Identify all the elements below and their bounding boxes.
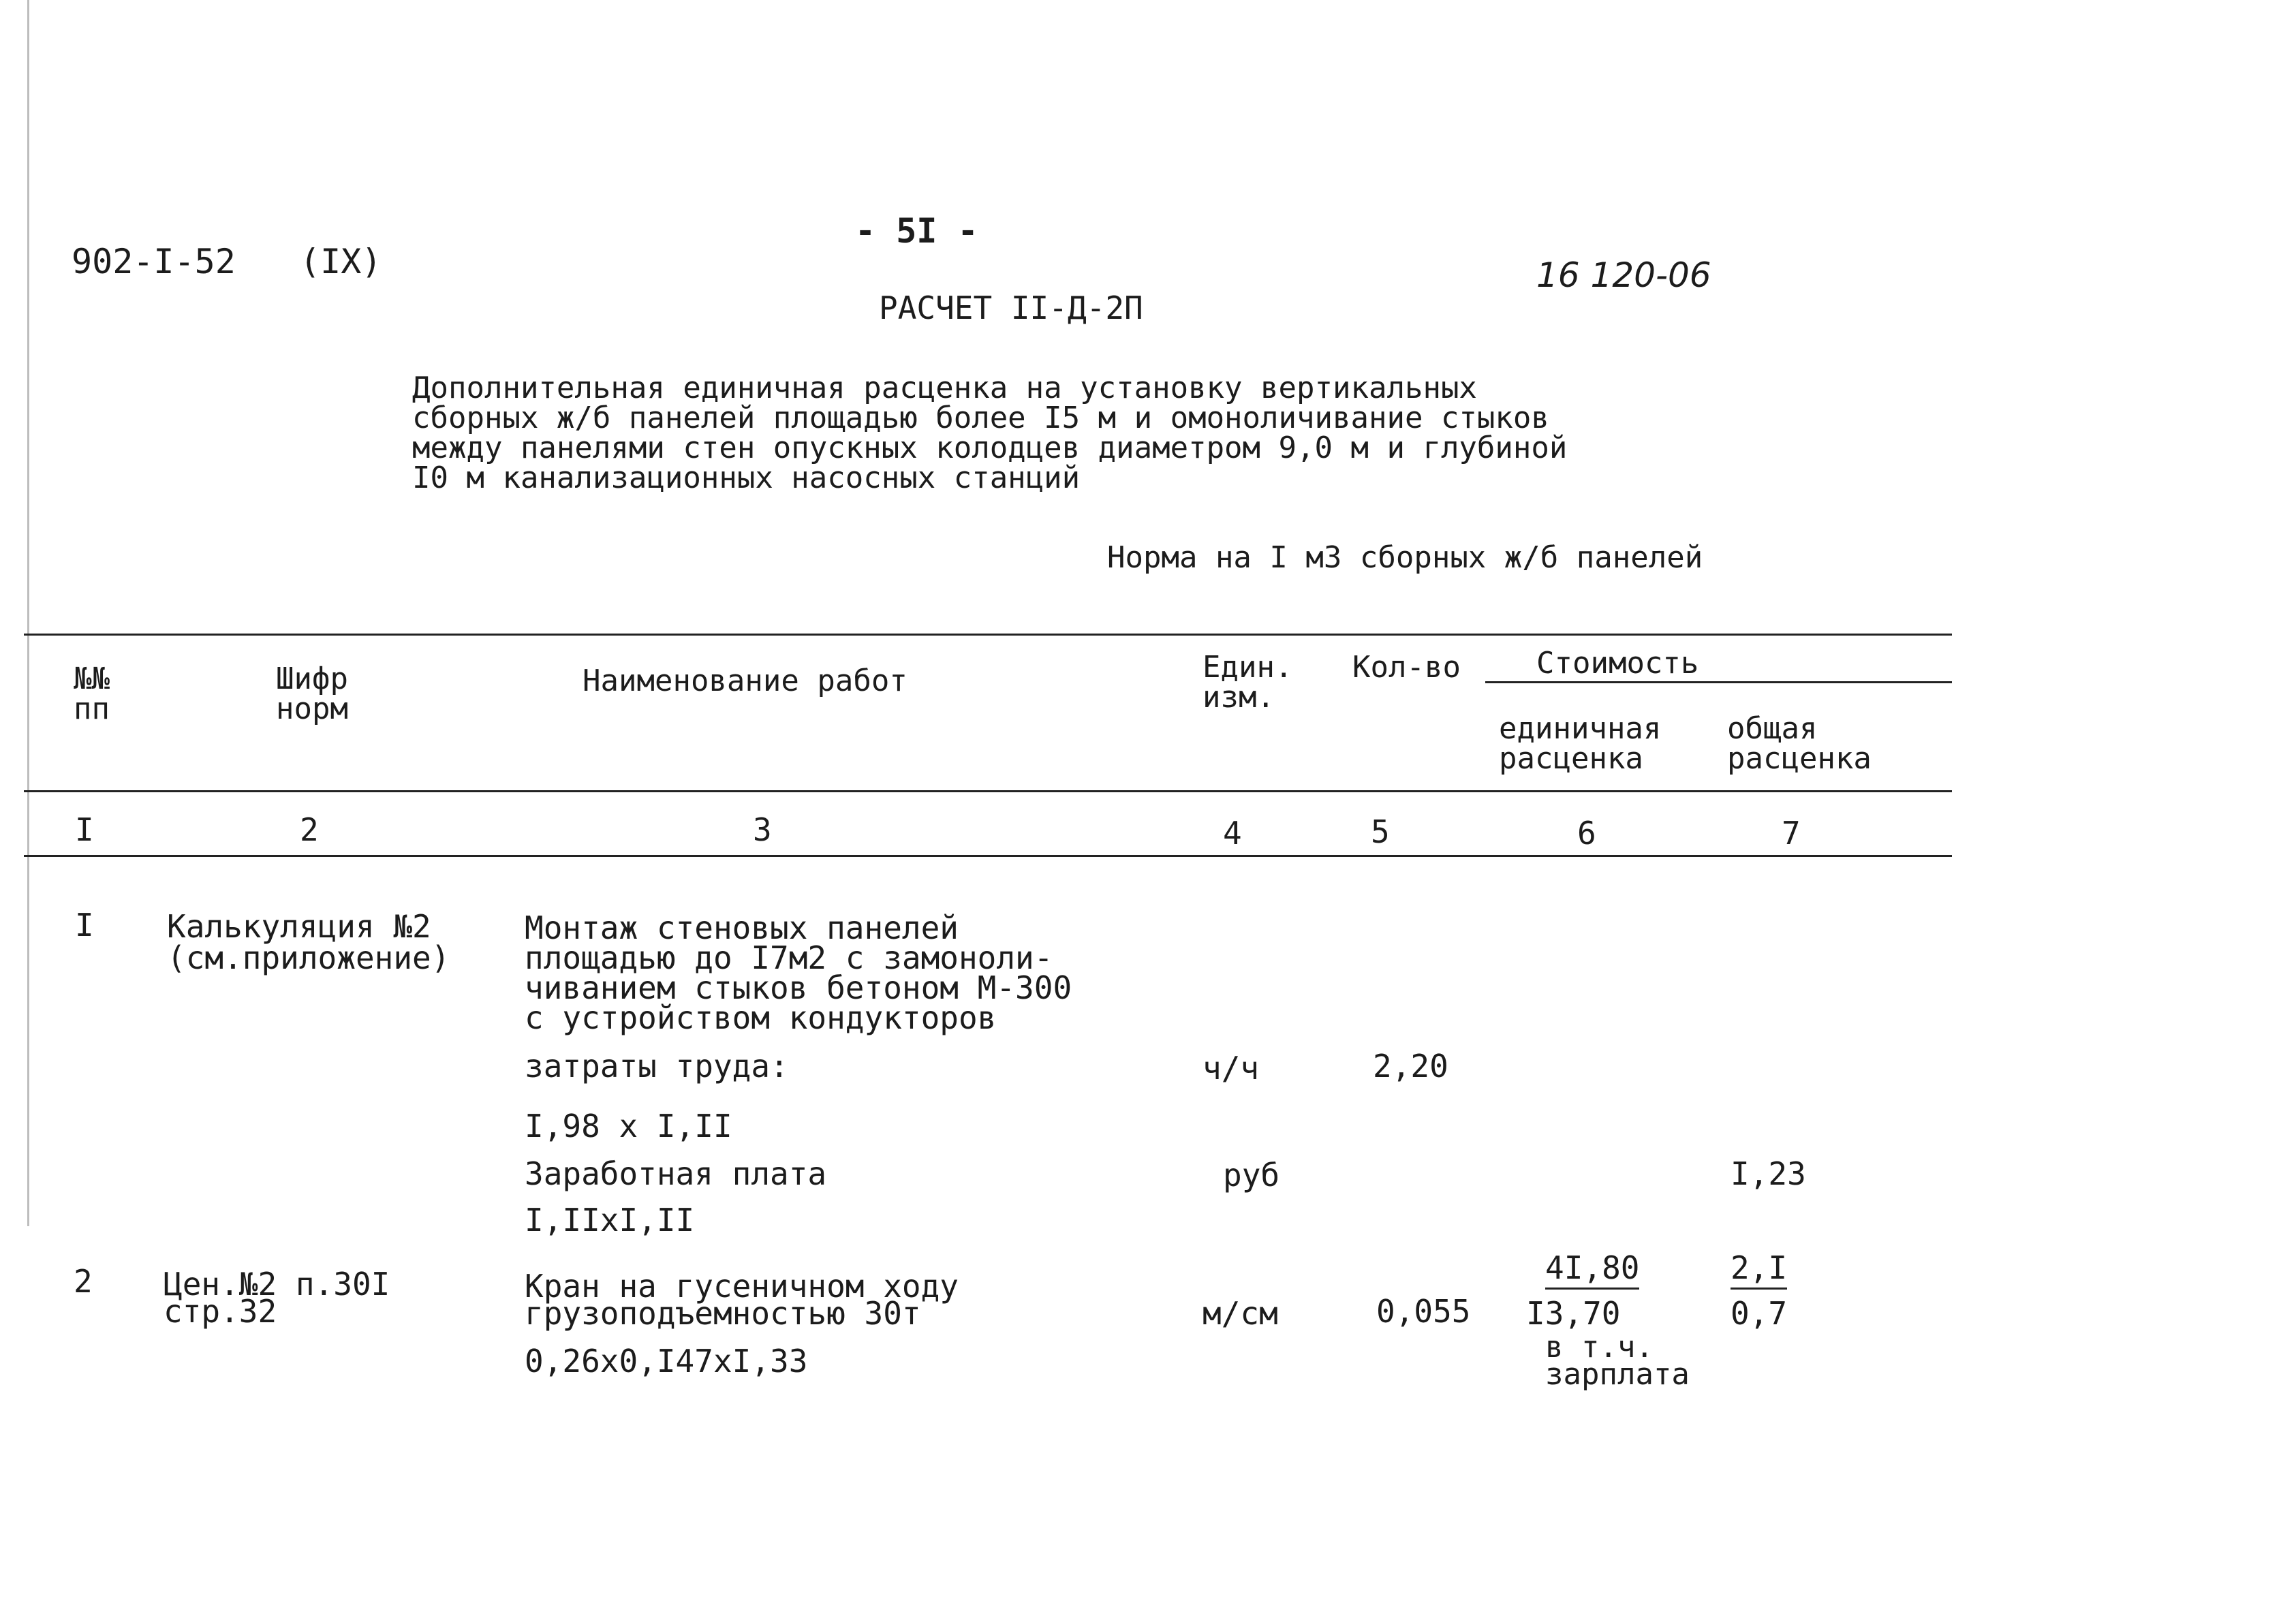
description-line: Дополнительная единичная расценка на установку вертикальных	[412, 371, 1477, 405]
binding-margin-line	[27, 0, 29, 1226]
description-line: сборных ж/б панелей площадью более I5 м и омоноличивание стыков	[412, 401, 1549, 435]
calculation-title: РАСЧЕТ II-Д-2П	[879, 290, 1143, 326]
header-unit: Един. изм.	[1203, 650, 1293, 715]
header-code: Шифр норм	[276, 661, 348, 726]
header-num: №№ пп	[74, 661, 110, 726]
cost-header-rule	[1485, 681, 1952, 683]
row-2-unit-price-top: 4I,80	[1545, 1252, 1639, 1283]
header-name: Наименование работ	[583, 664, 907, 698]
column-number: 4	[1223, 815, 1242, 852]
wage-total: I,23	[1731, 1155, 1806, 1192]
column-numbers-rule	[24, 855, 1952, 857]
column-number: 5	[1371, 813, 1390, 850]
page-number: - 5I -	[855, 211, 978, 251]
wage-unit: руб	[1223, 1157, 1280, 1193]
header-cost: Стоимость	[1536, 646, 1699, 681]
description	[412, 373, 1567, 493]
column-number: I	[75, 811, 94, 848]
wage-label: Заработная плата	[525, 1155, 827, 1192]
row-2-unit-price-bottom: I3,70	[1526, 1295, 1621, 1332]
document-code: 902-I-52	[72, 242, 236, 281]
labor-label: затраты труда:	[525, 1048, 789, 1085]
row-2-total-top: 2,I	[1731, 1252, 1787, 1283]
archive-number: 16 120-06	[1536, 255, 1711, 295]
table-top-rule	[24, 634, 1952, 636]
column-number: 2	[300, 811, 319, 848]
sheet-number: (IX)	[300, 242, 382, 281]
description-line: между панелями стен опускных колодцев диаметром 9,0 м и глубиной	[412, 431, 1568, 465]
row-2-total-bottom: 0,7	[1731, 1295, 1788, 1332]
header-bottom-rule	[24, 790, 1952, 792]
description-line: I0 м канализационных насосных станций	[412, 461, 1081, 495]
row-2-code: Цен.№2 п.30I стр.32	[164, 1266, 390, 1330]
wage-formula: I,IIxI,II	[525, 1202, 695, 1238]
column-number: 7	[1782, 815, 1801, 852]
column-number: 3	[753, 811, 772, 848]
row-2-qty: 0,055	[1376, 1293, 1471, 1330]
header-unit-price: единичная расценка	[1499, 711, 1662, 776]
row-1-code: Калькуляция №2 (см.приложение)	[167, 908, 450, 976]
norm-line: Норма на I м3 сборных ж/б панелей	[1107, 540, 1703, 575]
row-2-unit: м/см	[1203, 1295, 1278, 1332]
row-2-name: Кран на гусеничном ходу грузоподъемностью 30т	[525, 1268, 959, 1332]
column-number: 6	[1577, 815, 1596, 852]
row-1-name: Монтаж стеновых панелей площадью до I7м2 с замоноли- чиванием стыков бетоном М-300 с устройством кондукторов	[525, 909, 1072, 1036]
row-2-formula: 0,26x0,I47xI,33	[525, 1343, 808, 1379]
row-1-num: I	[75, 907, 94, 943]
row-2-unit-price-note: в т.ч. зарплата	[1545, 1330, 1690, 1392]
labor-qty: 2,20	[1373, 1048, 1448, 1085]
labor-formula: I,98 x I,II	[525, 1108, 732, 1144]
row-2-num: 2	[74, 1263, 93, 1300]
labor-unit: ч/ч	[1203, 1050, 1260, 1087]
header-total-price: общая расценка	[1727, 711, 1872, 776]
header-qty: Кол-во	[1352, 650, 1461, 685]
